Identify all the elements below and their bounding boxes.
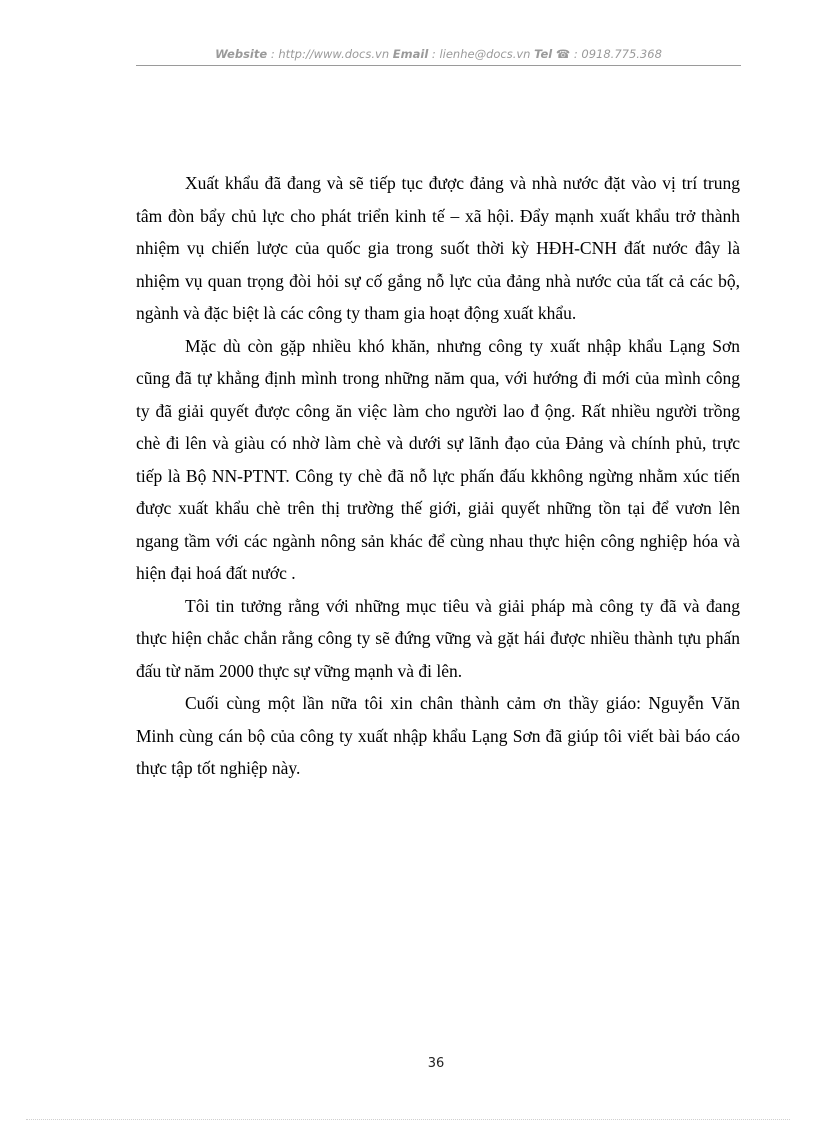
paragraph-confidence: Tôi tin tưởng rằng với những mục tiêu và giải pháp mà công ty đã và đang thực hiện chắc chắn rằng công ty sẽ đứng vững và gặt hái được nhiều thành tựu phấn đấu từ năm 2000 thực sự vững mạnh và đi lên. [136,595,740,681]
header-divider [136,65,741,66]
email-label: Email [392,47,429,61]
email-value: : lienhe@docs.vn [428,47,535,61]
phone-icon: ☎ [555,47,571,61]
website-label: Website [215,47,268,61]
tel-value: : 0918.775.368 [570,47,662,61]
footer-divider [26,1119,790,1120]
paragraph-export-strategy: Xuất khẩu đã đang và sẽ tiếp tục được đảng và nhà nước đặt vào vị trí trung tâm đòn bẩy chủ lực cho phát triển kinh tế – xã hội. Đẩy mạnh xuất khẩu trở thành nhiệm vụ chiến lược của quốc gia trong suốt thời kỳ HĐH-CNH đất nước đây là nhiệm vụ quan trọng đòi hỏi sự cố gắng nỗ lực của đảng nhà nước của tất cả các bộ, ngành và đặc biệt là các công ty tham gia hoạt động xuất khẩu. [136,173,740,323]
website-value: : http://www.docs.vn [267,47,393,61]
document-body [136,167,740,785]
paragraph-acknowledgement: Cuối cùng một lần nữa tôi xin chân thành cảm ơn thầy giáo: Nguyễn Văn Minh cùng cán bộ của công ty xuất nhập khẩu Lạng Sơn đã giúp tôi viết bài báo cáo thực tập tốt nghiệp này. [136,693,740,778]
page-header [136,47,741,61]
tel-label: Tel [534,47,553,61]
page-number: 36 [427,1056,445,1071]
paragraph-company-achievements: Mặc dù còn gặp nhiều khó khăn, nhưng công ty xuất nhập khẩu Lạng Sơn cũng đã tự khẳng định mình trong những năm qua, với hướng đi mới của mình công ty đã giải quyết được công ăn việc làm cho người lao đ ộng. Rất nhiều người trồng chè đi lên và giàu có nhờ làm chè và dưới sự lãnh đạo của Đảng và chính phủ, trực tiếp là Bộ NN-PTNT. Công ty chè đã nỗ lực phấn đấu kkhông ngừng nhằm xúc tiến được xuất khẩu chè trên thị trường thế giới, giải quyết những tồn tại để vươn lên ngang tầm với các ngành nông sản khác để cùng nhau thực hiện công nghiệp hóa và hiện đại hoá đất nước . [136,335,740,583]
